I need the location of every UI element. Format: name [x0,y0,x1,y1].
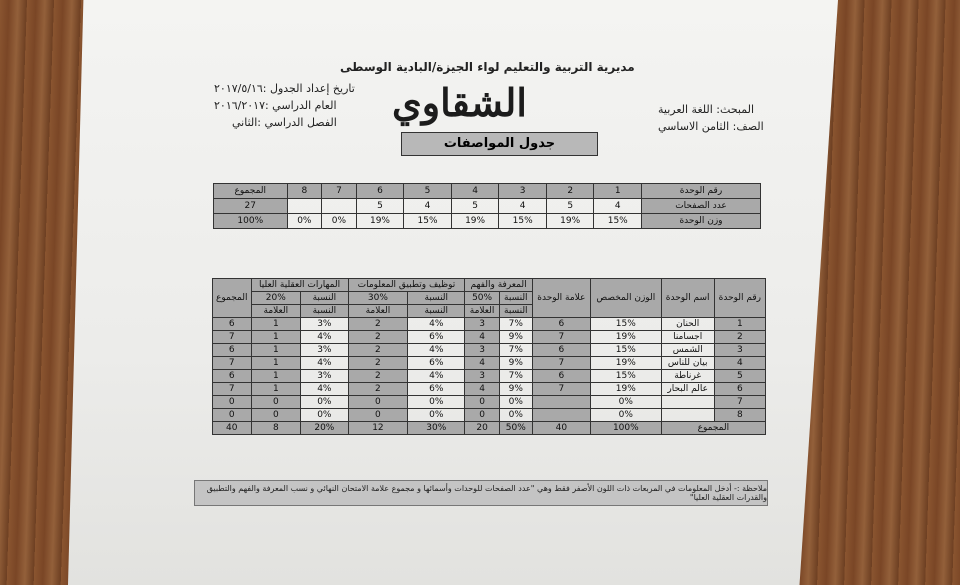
table-cell: العلامة [465,305,499,318]
table-cell: 19% [590,357,661,370]
table-cell: 0% [499,409,532,422]
table-cell: الشمس [661,344,714,357]
table-cell: 9% [499,331,532,344]
note-box: ملاحظة :- أدخل المعلومات في المربعات ذات اللون الأصفر فقط وهي "عدد الصفحات للوحدات وأسمائها و مجموع علامة الامتحان النهائي و نسب المعرفة والفهم والتطبيق والقدرات العقلية العليا" [194,480,768,506]
table-cell: 2 [348,331,408,344]
table-cell: بيان للناس [661,357,714,370]
table-cell: 0% [322,214,357,229]
date-label: تاريخ إعداد الجدول :٢٠١٧/٥/١٦ [214,82,355,95]
table-cell: 4 [499,199,547,214]
table-cell: 12 [348,422,408,435]
table-cell: 20% [251,292,301,305]
table-cell: 2 [348,357,408,370]
table-cell: 4 [594,199,642,214]
table-cell: 4% [408,318,465,331]
table-cell: 2 [714,331,765,344]
table-cell: 15% [499,214,547,229]
unit-weights-table [213,183,761,229]
table-cell: 1 [251,383,301,396]
table-cell: 20 [465,422,499,435]
table-cell: 3% [301,370,348,383]
table-cell [532,409,590,422]
table-cell: 2 [546,184,594,199]
table-row [214,184,761,199]
table-cell: 4 [465,383,499,396]
table-cell: 0 [465,409,499,422]
table-cell: 5 [714,370,765,383]
table-cell: العلامة [251,305,301,318]
table-total-row [213,422,766,435]
table-cell: اسم الوحدة [661,279,714,318]
table-cell: 0% [301,396,348,409]
table-cell: 40 [213,422,252,435]
table-cell: 15% [590,318,661,331]
table-cell: 1 [251,357,301,370]
table-cell: علامة الوحدة [532,279,590,318]
table-cell: 4 [714,357,765,370]
table-cell: 3% [301,344,348,357]
table-cell: 30% [348,292,408,305]
table-cell: 1 [251,370,301,383]
table-row [213,357,766,370]
table-cell: عدد الصفحات [642,199,761,214]
table-cell: 100% [590,422,661,435]
table-cell: 0 [251,396,301,409]
table-cell: 0 [213,396,252,409]
table-cell: النسبة [499,305,532,318]
page-title: جدول المواصفات [401,132,598,156]
table-cell: 7 [213,331,252,344]
table-cell: 4% [301,331,348,344]
table-cell: 7 [213,383,252,396]
table-cell: 3 [714,344,765,357]
table-cell: 19% [590,331,661,344]
table-cell: 15% [594,214,642,229]
table-cell: 15% [590,344,661,357]
table-cell: 50% [465,292,499,305]
table-cell: 6 [356,184,404,199]
table-cell: الحنان [661,318,714,331]
table-cell: رقم الوحدة [642,184,761,199]
table-cell: 7 [532,383,590,396]
table-cell: 0% [408,396,465,409]
table-cell: اجسامنا [661,331,714,344]
table-cell: النسبة [408,292,465,305]
table-cell: 5 [356,199,404,214]
table-cell: 7 [714,396,765,409]
table-cell: 30% [408,422,465,435]
table-cell: المجموع [214,184,288,199]
grade-label: الصف: الثامن الاساسي [658,120,764,133]
table-cell: 1 [251,331,301,344]
table-cell: 15% [590,370,661,383]
table-cell: المجموع [213,279,252,318]
table-cell: 9% [499,383,532,396]
table-cell: العلامة [348,305,408,318]
table-cell: النسبة [301,305,348,318]
table-cell: 0% [590,396,661,409]
table-cell: 6 [532,370,590,383]
table-header-row [213,279,766,292]
table-cell: 2 [348,318,408,331]
table-cell: النسبة [408,305,465,318]
table-cell: 1 [594,184,642,199]
table-cell [661,409,714,422]
table-cell: 0% [499,396,532,409]
table-cell: 100% [214,214,288,229]
table-cell: 1 [251,344,301,357]
table-cell: 7 [322,184,357,199]
table-cell: 6 [213,318,252,331]
table-row [213,318,766,331]
table-cell: 2 [348,344,408,357]
table-cell: 6 [213,344,252,357]
table-row [213,409,766,422]
table-cell: 5 [546,199,594,214]
table-cell: 0 [348,396,408,409]
table-row [213,383,766,396]
table-cell: 4% [301,357,348,370]
table-row [213,331,766,344]
table-cell: 0 [348,409,408,422]
table-cell: 6 [213,370,252,383]
table-cell: 7 [213,357,252,370]
table-cell: 2 [348,370,408,383]
table-cell: 0% [301,409,348,422]
table-cell: 7% [499,370,532,383]
table-cell: 3% [301,318,348,331]
table-cell: 0 [251,409,301,422]
semester-label: الفصل الدراسي :الثاني [232,116,337,129]
table-cell: 1 [251,318,301,331]
subject-label: المبحث: اللغة العربية [658,103,755,116]
table-cell: 4% [301,383,348,396]
table-cell: 0% [408,409,465,422]
table-cell: 7 [532,331,590,344]
table-cell: 4% [408,344,465,357]
table-cell: 0% [287,214,322,229]
table-cell: 7% [499,344,532,357]
organization-name: مديرية التربية والتعليم لواء الجيزة/البادية الوسطى [340,60,635,74]
table-cell: وزن الوحدة [642,214,761,229]
table-cell: 40 [532,422,590,435]
table-cell [532,396,590,409]
table-cell: 5 [451,199,499,214]
logo-text: الشقاوي [392,80,527,125]
table-cell: 19% [546,214,594,229]
table-cell: المعرفة والفهم [465,279,532,292]
table-cell: 7% [499,318,532,331]
table-cell: رقم الوحدة [714,279,765,318]
table-cell: 6% [408,331,465,344]
table-cell: 4 [404,199,452,214]
table-row [214,214,761,229]
table-cell: 8 [251,422,301,435]
table-cell: توظيف وتطبيق المعلومات [348,279,465,292]
table-cell: 4 [465,357,499,370]
table-cell: 6% [408,383,465,396]
table-cell: غرناطة [661,370,714,383]
table-cell: 0% [590,409,661,422]
table-row [214,199,761,214]
table-cell: 1 [714,318,765,331]
table-cell: 19% [451,214,499,229]
table-cell: 9% [499,357,532,370]
year-label: العام الدراسي :٢٠١٦/٢٠١٧ [214,99,337,112]
table-cell: 4 [451,184,499,199]
table-cell: 7 [532,357,590,370]
table-cell: 0 [213,409,252,422]
table-cell: 15% [404,214,452,229]
table-row [213,344,766,357]
table-cell: 19% [590,383,661,396]
table-cell: 20% [301,422,348,435]
table-cell: 6 [532,344,590,357]
table-cell: 3 [465,370,499,383]
table-cell: 8 [714,409,765,422]
table-row [213,396,766,409]
table-cell: 0 [465,396,499,409]
table-cell: المجموع [661,422,765,435]
table-cell: 3 [465,344,499,357]
table-cell: النسبة [301,292,348,305]
table-cell: عالم البحار [661,383,714,396]
table-body [213,318,766,422]
table-row [213,370,766,383]
table-cell: 27 [214,199,288,214]
table-cell: 4 [465,331,499,344]
table-cell: النسبة [499,292,532,305]
table-cell: 19% [356,214,404,229]
table-cell: 3 [499,184,547,199]
table-cell: 3 [465,318,499,331]
table-cell: 2 [348,383,408,396]
table-cell [287,199,322,214]
table-cell: 4% [408,370,465,383]
table-cell: 8 [287,184,322,199]
specification-table [212,278,766,435]
table-cell: 6% [408,357,465,370]
table-cell: 5 [404,184,452,199]
table-cell: 6 [714,383,765,396]
table-cell [322,199,357,214]
table-cell: المهارات العقلية العليا [251,279,348,292]
table-cell: الوزن المخصص [590,279,661,318]
table-cell [661,396,714,409]
table-cell: 50% [499,422,532,435]
table-cell: 6 [532,318,590,331]
